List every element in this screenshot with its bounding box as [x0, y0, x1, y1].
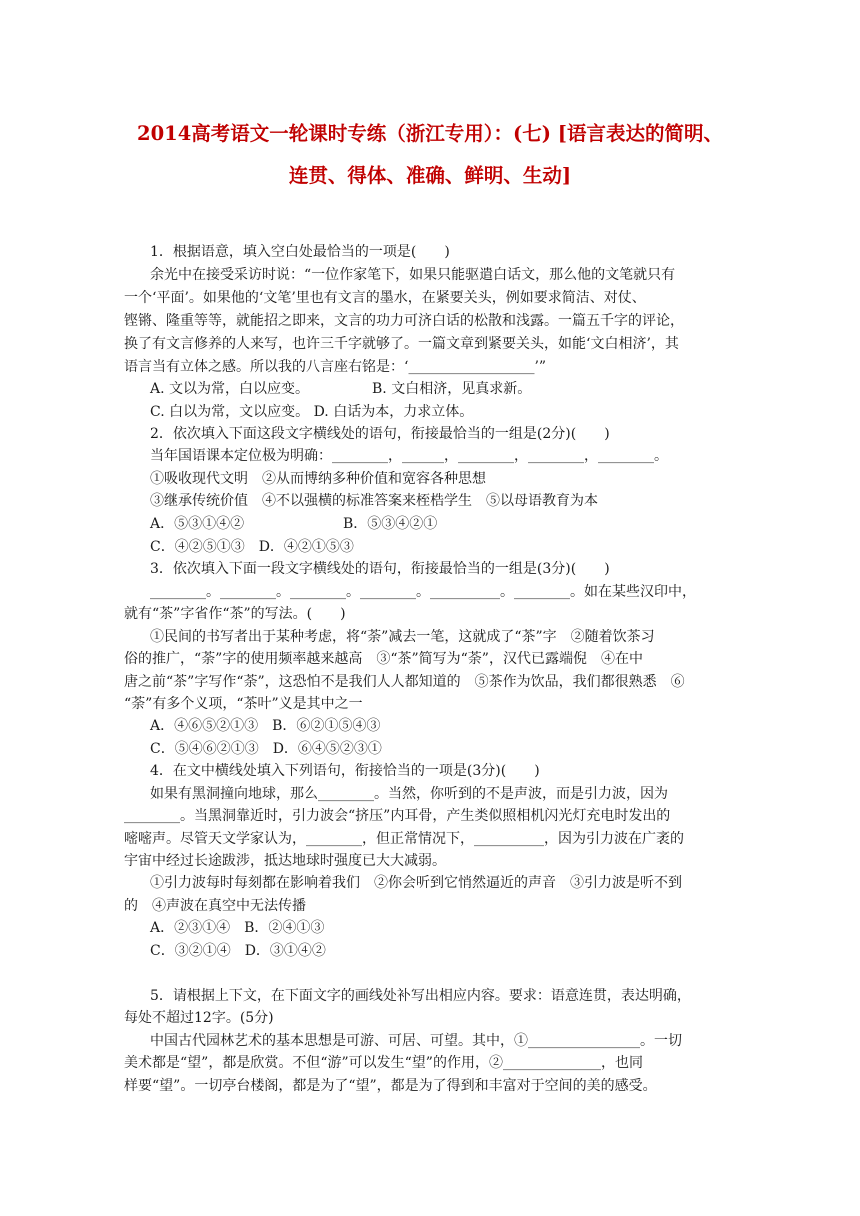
q3-items-line: 唐之前“茶”字写作“荼”，这恐怕不是我们人人都知道的 ⑤茶作为饮品，我们都很熟悉 ⑥ — [124, 674, 685, 690]
q2-paragraph-line: 当年国语课本定位极为明确：________，______，________，________，________。 — [150, 448, 668, 464]
q4-stem: 4．在文中横线处填入下列语句，衔接恰当的一项是(3分)( ) — [150, 763, 540, 779]
q1-paragraph-line: 语言当有立体之感。所以我的八言座右铭是：‘__________________’” — [124, 359, 547, 375]
q4-items-line: 的 ④声波在真空中无法传播 — [124, 898, 306, 914]
q5-paragraph-line: 美术都是“望”，都是欣赏。不但“游”可以发生“望”的作用，②______________，也同 — [124, 1055, 643, 1071]
q5-stem-line: 每处不超过12字。(5分) — [124, 1010, 274, 1026]
q2-option-b: B．⑤③④②① — [343, 516, 438, 532]
q4-options-a-b: A．②③①④ B．②④①③ — [150, 920, 325, 936]
q3-paragraph-line: ________。________。________。________。__________。________。如在某些汉印中， — [150, 584, 696, 600]
q2-items-line: ③继承传统价值 ④不以强横的标准答案来桎梏学生 ⑤以母语教育为本 — [150, 493, 598, 509]
q3-stem: 3．依次填入下面一段文字横线处的语句，衔接最恰当的一组是(3分)( ) — [150, 561, 610, 577]
q1-paragraph-line: 余光中在接受采访时说：“一位作家笔下，如果只能驱遣白话文，那么他的文笔就只有 — [150, 267, 676, 283]
q5-stem-line: 5．请根据上下文，在下面文字的画线处补写出相应内容。要求：语意连贯，表达明确， — [150, 988, 691, 1004]
q2-stem: 2．依次填入下面这段文字横线处的语句，衔接最恰当的一组是(2分)( ) — [150, 426, 610, 442]
q1-paragraph-line: 换了有文言修养的人来写，也许三千字就够了。一篇文章到紧要关头，如能‘文白相济’，其 — [124, 336, 679, 352]
document-title-line2: 连贯、得体、准确、鲜明、生动] — [288, 164, 572, 187]
q4-paragraph-line: 嘧嘧声。尽管天文学家认为，________，但正常情况下，__________，因为引力波在广袤的 — [124, 831, 684, 847]
q1-paragraph-line: 一个‘平面’。如果他的‘文笔’里也有文言的墨水，在紧要关头，例如要求简洁、对仗、 — [124, 290, 646, 306]
q4-options-c-d: C．③②①④ D．③①④② — [150, 943, 326, 959]
q1-paragraph-line: 铿锵、隆重等等，就能招之即来，文言的功力可济白话的松散和浅露。一篇五千字的评论， — [124, 313, 684, 329]
q3-paragraph-line: 就有“茶”字省作“茶”的写法。( ) — [124, 606, 346, 622]
q2-options-c-d: C．④②⑤①③ D．④②①⑤③ — [150, 539, 354, 555]
q1-option-b: B. 文白相济，见真求新。 — [372, 381, 532, 397]
q1-option-a: A. 文以为常，白以应变。 — [150, 381, 310, 397]
q2-items-line: ①吸收现代文明 ②从而博纳多种价值和宽容各种思想 — [150, 471, 486, 487]
q3-items-line: 俗的推广，“荼”字的使用频率越来越高 ③“茶”简写为“荼”，汉代已露端倪 ④在中 — [124, 651, 643, 667]
document-title-line1: 2014高考语文一轮课时专练（浙江专用）：(七) [语言表达的简明、 — [137, 122, 723, 145]
q2-option-a: A．⑤③①④② — [150, 516, 245, 532]
q3-items-line: “荼”有多个义项，“茶叶”义是其中之一 — [124, 696, 363, 712]
q4-paragraph-line: ________。当黑洞靠近时，引力波会“挤压”内耳骨，产生类似照相机闪光灯充电时发出的 — [124, 808, 671, 824]
q3-items-line: ①民间的书写者出于某种考虑，将“荼”减去一笔，这就成了“茶”字 ②随着饮茶习 — [150, 629, 655, 645]
q1-options-c-d: C. 白以为常，文以应变。 D. 白话为本，力求立体。 — [150, 404, 474, 420]
q4-paragraph-line: 如果有黑洞撞向地球，那么________。当然，你听到的不是声波，而是引力波，因为 — [150, 786, 668, 802]
q1-stem: 1．根据语意，填入空白处最恰当的一项是( ) — [150, 244, 450, 260]
q3-options-a-b: A．④⑥⑤②①③ B．⑥②①⑤④③ — [150, 718, 381, 734]
q4-paragraph-line: 宇宙中经过长途跋涉，抵达地球时强度已大大减弱。 — [124, 853, 446, 869]
q5-paragraph-line: 中国古代园林艺术的基本思想是可游、可居、可望。其中，①________________。一切 — [150, 1033, 682, 1049]
q5-paragraph-line: 样要“望”。一切亭台楼阁，都是为了“望”，都是为了得到和丰富对于空间的美的感受。 — [124, 1078, 657, 1094]
q4-items-line: ①引力波每时每刻都在影响着我们 ②你会听到它悄然逼近的声音 ③引力波是听不到 — [150, 875, 682, 891]
q3-options-c-d: C．⑤④⑥②①③ D．⑥④⑤②③① — [150, 741, 382, 757]
